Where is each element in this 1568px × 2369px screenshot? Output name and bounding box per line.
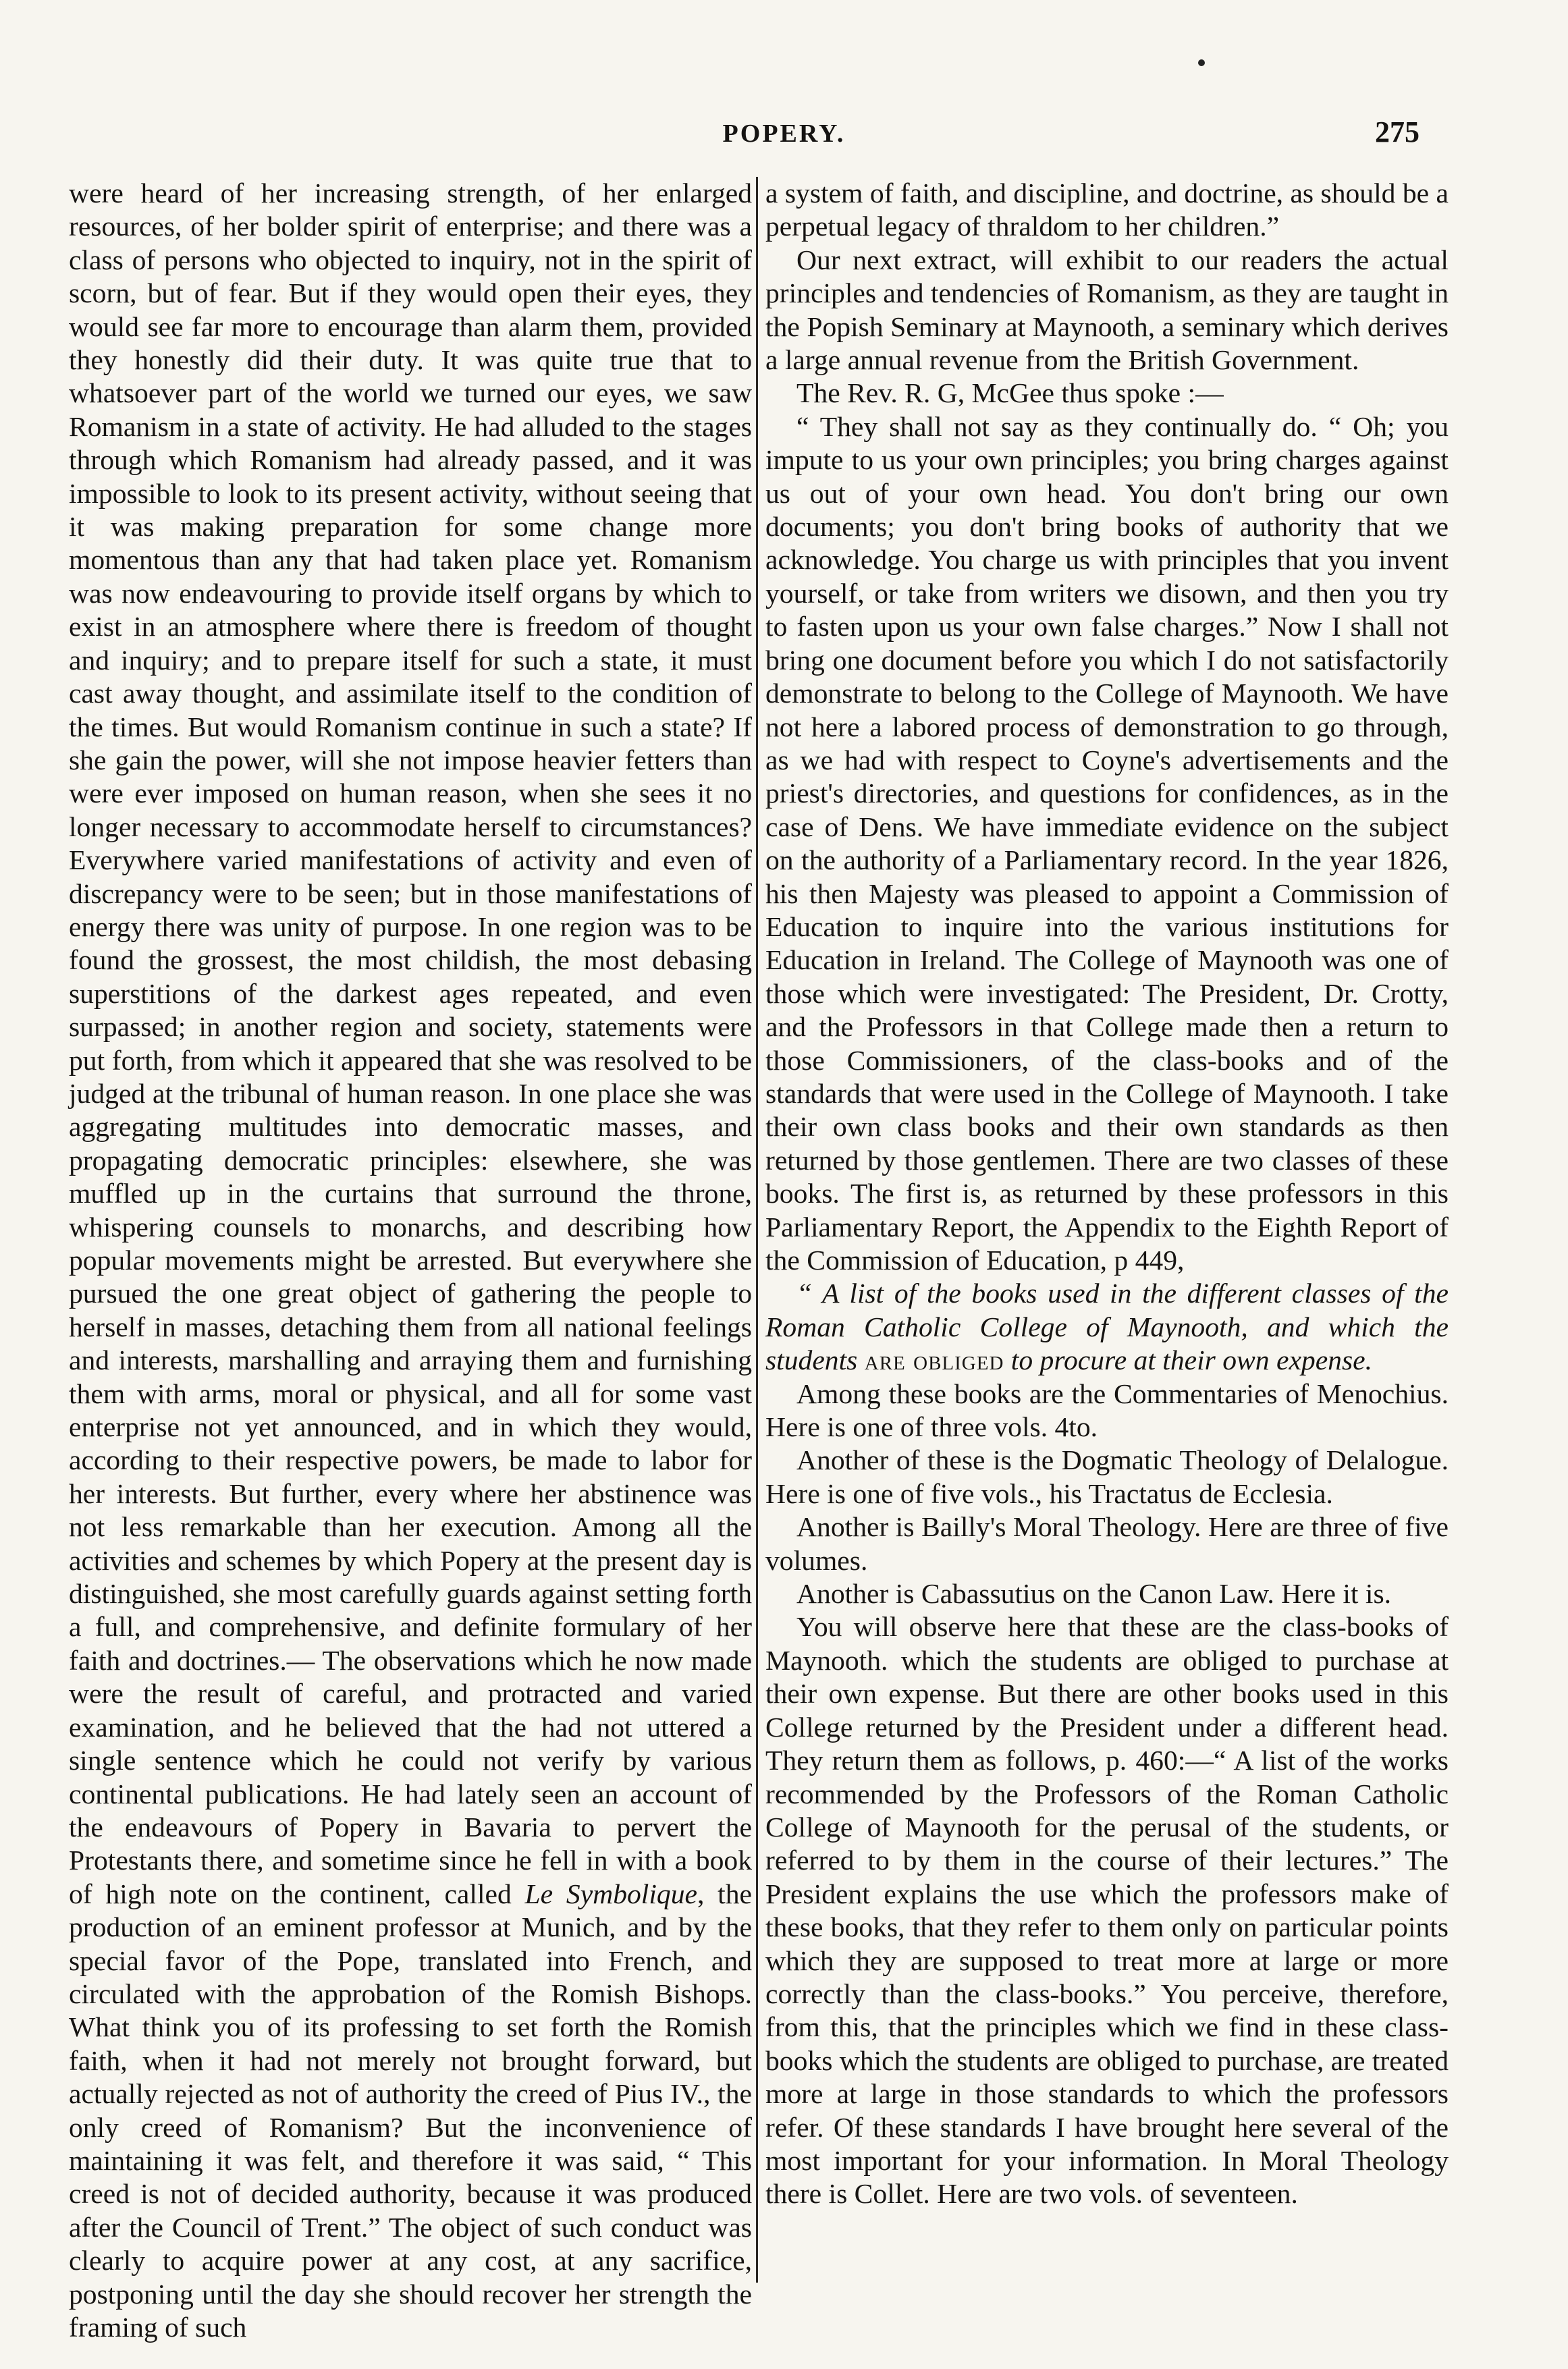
bailly-paragraph: Another is Bailly's Moral Theology. Here are three of five volumes. xyxy=(765,1511,1449,1576)
extract-intro: Our next extract, will exhibit to our readers the actual principles and tendencies of Romanism, as they are taught in the Popish Seminary at Maynooth, a seminary which derives a large annual revenue from the British Government. xyxy=(765,244,1449,376)
speaker-line: The Rev. R. G, McGee thus spoke :— xyxy=(796,377,1224,409)
left-paragraph-text: were heard of her increasing strength, of her enlarged resources, of her bolder spirit of enterprise; and there was a class of persons who objected to inquiry, not in the spirit of scorn, but of fear. But if they would open their eyes, they would see far more to encourage than alarm them, provided they honestly did their duty. It was quite true that to whatsoever part of the world we turned our eyes, we saw Romanism in a state of activity. He had alluded to the stages through which Romanism had already passed, and it was impossible to look to its present activity, without seeing that it was making preparation for some change more momentous than any that had taken place yet. Romanism was now endeavouring to provide itself organs by which to exist in an atmosphere where there is freedom of thought and inquiry; and to prepare itself for such a state, it must cast away thought, and assimilate itself to the condition of the times. But would Romanism continue in such a state? If she gain the power, will she not impose heavier fetters than were ever imposed on human reason, when she sees it no longer necessary to accommodate herself to circumstances? Everywhere varied manifestations of activity and even of discrepancy were to be seen; but in those manifestations of energy there was unity of purpose. In one region was to be found the grossest, the most childish, the most debasing superstitions of the darkest ages repeated, and even surpassed; in another region and society, statements were put forth, from which it appeared that she was resolved to be judged at the tribunal of human reason. In one place she was aggregating multitudes into democratic masses, and propagating democratic principles: elsewhere, she was muffled up in the curtains that surround the throne, whispering counsels to monarchs, and describing how popular movements might be arrested. But everywhere she pursued the one great object of gathering the people to herself in masses, detaching them from all national feelings and interests, marshalling and arraying them and furnishing them with arms, moral or physical, and all for some vast enterprise not yet announced, and in which they would, according to their respective powers, be made to labor for her interests. But further, every where her abstinence was not less remarkable than her execution. Among all the activities and schemes by which Popery at the present day is distinguished, she most carefully guards against setting forth a full, and comprehensive, and definite formulary of her faith and doctrines.— The observations which he now made were the result of careful, and protracted and varied examination, and he believed that the had not uttered a single sentence which he could not verify by various continental publications. He had lately seen an account of the endeavours of Popery in Bavaria to pervert the Protestants there, and sometime since he fell in with a book of high note on the continent, called xyxy=(69,178,752,1909)
right-column xyxy=(765,177,1449,2211)
delalogue-paragraph: Another of these is the Dogmatic Theology of Delalogue. Here is one of five vols., his Tractatus de Ecclesia. xyxy=(765,1444,1449,1509)
observe-paragraph: You will observe here that these are the class-books of Maynooth. which the students are obliged to purchase at their own expense. But there are other books used in this College returned by the President under a different head. They return them as follows, p. 460:—“ A list of the works recommended by the Professors of the Roman Catholic College of Maynooth for the perusal of the students, or referred to by them in the course of their lectures.” The President explains the use which the professors make of these books, that they refer to them only on particular points which they are supposed to treat more at large or more correctly than the class-books.” You perceive, therefore, from this, that the principles which we find in these class-books which the students are obliged to purchase, are treated more at large in those standards to which the professors refer. Of these standards I have brought here several of the most important for your information. In Moral Theology there is Collet. Here are two vols. of seventeen. xyxy=(765,1611,1449,2210)
left-paragraph-text-end: , the production of an eminent professor at Munich, and by the special favor of the Pope, translated into French, and circulated with the approbation of the Romish Bishops. What think you of its professing to set forth the Romish faith, when it had not merely not brought forward, but actually rejected as not of authority the creed of Pius IV., the only creed of Romanism? But the inconvenience of maintaining it was felt, and therefore it was said, “ This creed is not of decided authority, because it was produced after the Council of Trent.” The object of such conduct was clearly to acquire power at any cost, at any sacrifice, postponing until the day she should recover her strength the framing of such xyxy=(69,1878,752,2343)
menochius-paragraph: Among these books are the Commentaries of Menochius. Here is one of three vols. 4to. xyxy=(765,1378,1449,1443)
book-list-heading xyxy=(765,1277,1449,1377)
running-title: POPERY. xyxy=(722,119,846,148)
speech-paragraph: “ They shall not say as they continually do. “ Oh; you impute to us your own principles; you bring charges against us out of your own head. You don't bring our own documents; you don't bring books of authority that we acknowledge. You charge us with principles that you invent yourself, or take from writers we disown, and then you try to fasten upon us your own false charges.” Now I shall not bring one document before you which I do not satisfactorily demonstrate to belong to the College of Maynooth. We have not here a labored process of demonstration to go through, as we had with respect to Coyne's advertisements and the priest's directories, and questions for confidences, as in the case of Dens. We have immediate evidence on the subject on the authority of a Parliamentary record. In the year 1826, his then Majesty was pleased to appoint a Commission of Education to inquire into the various institutions for Education in Ireland. The College of Maynooth was one of those which were investigated: The President, Dr. Crotty, and the Professors in that College made then a return to those Commissioners, of the class-books and of the standards that were used in the College of Maynooth. I take their own class books and their own standards as then returned by those gentlemen. There are two classes of these books. The first is, as returned by these professors in this Parliamentary Report, the Appendix to the Eighth Report of the Commission of Education, p 449, xyxy=(765,410,1449,1276)
ink-speck xyxy=(1198,59,1205,66)
book-list-text-a: “ A list of the books used in the different classes of the Roman Catholic College of Maynooth, and which the students xyxy=(765,1278,1449,1376)
book-list-emphasis: are obliged xyxy=(864,1344,1004,1376)
column-divider xyxy=(756,177,758,2283)
page-number: 275 xyxy=(1375,115,1420,148)
left-column xyxy=(69,177,752,2344)
right-continuation: a system of faith, and discipline, and doctrine, as should be a perpetual legacy of thraldom to her children.” xyxy=(765,178,1449,242)
left-paragraph xyxy=(69,177,752,2344)
running-head xyxy=(0,115,1568,155)
book-list-text-b: to procure at their own expense. xyxy=(1004,1344,1373,1376)
cabassutius-paragraph: Another is Cabassutius on the Canon Law. Here it is. xyxy=(796,1578,1392,1610)
book-title: Le Symbolique xyxy=(524,1878,697,1909)
